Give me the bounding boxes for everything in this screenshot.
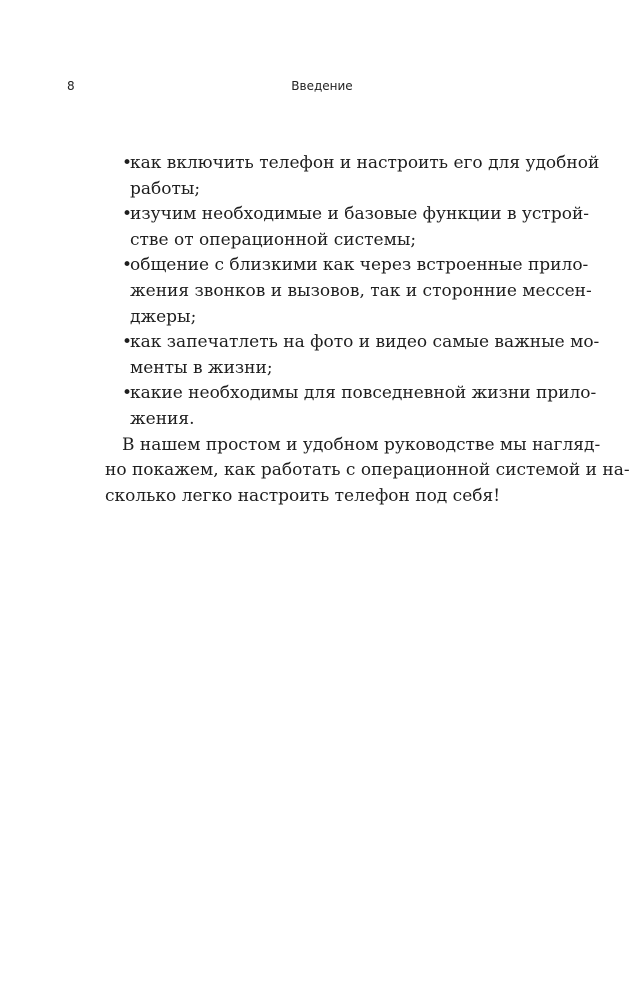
bullet-mark: • xyxy=(122,255,133,276)
paragraph-line: сколько легко настроить телефон под себя! xyxy=(105,485,501,506)
bullet-mark: • xyxy=(122,383,133,404)
running-header xyxy=(0,79,644,99)
list-item xyxy=(105,330,600,381)
list-item-line: стве от операционной системы; xyxy=(130,229,417,250)
list-item xyxy=(105,381,597,432)
list-item-line: как включить телефон и настроить его для удобной xyxy=(130,153,600,173)
page-number: 8 xyxy=(67,79,75,93)
list-item-line: как запечатлеть на фото и видео самые важные мо- xyxy=(130,332,600,353)
list-item-line: работы; xyxy=(130,178,201,199)
page-body xyxy=(105,151,630,509)
bullet-mark: • xyxy=(122,153,133,173)
bullet-mark: • xyxy=(122,332,133,353)
list-item-line: джеры; xyxy=(130,306,197,327)
list-item-line: менты в жизни; xyxy=(130,357,273,378)
list-item-line: жения. xyxy=(130,408,195,429)
list-item-line: какие необходимы для повседневной жизни прило- xyxy=(130,383,597,404)
list-item xyxy=(105,253,592,330)
paragraph-line: В нашем простом и удобном руководстве мы нагляд- xyxy=(122,434,601,455)
list-item-line: жения звонков и вызовов, так и сторонние мессен- xyxy=(130,280,592,301)
bullet-mark: • xyxy=(122,204,133,225)
list-item-line: общение с близкими как через встроенные прило- xyxy=(130,255,589,276)
paragraph-line: но покажем, как работать с операционной системой и на- xyxy=(105,460,630,481)
section-title: Введение xyxy=(291,79,353,93)
closing-paragraph xyxy=(105,433,630,510)
bullet-list xyxy=(105,151,600,433)
list-item xyxy=(105,151,600,202)
list-item-line: изучим необходимые и базовые функции в устрой- xyxy=(130,204,590,225)
list-item xyxy=(105,202,590,253)
